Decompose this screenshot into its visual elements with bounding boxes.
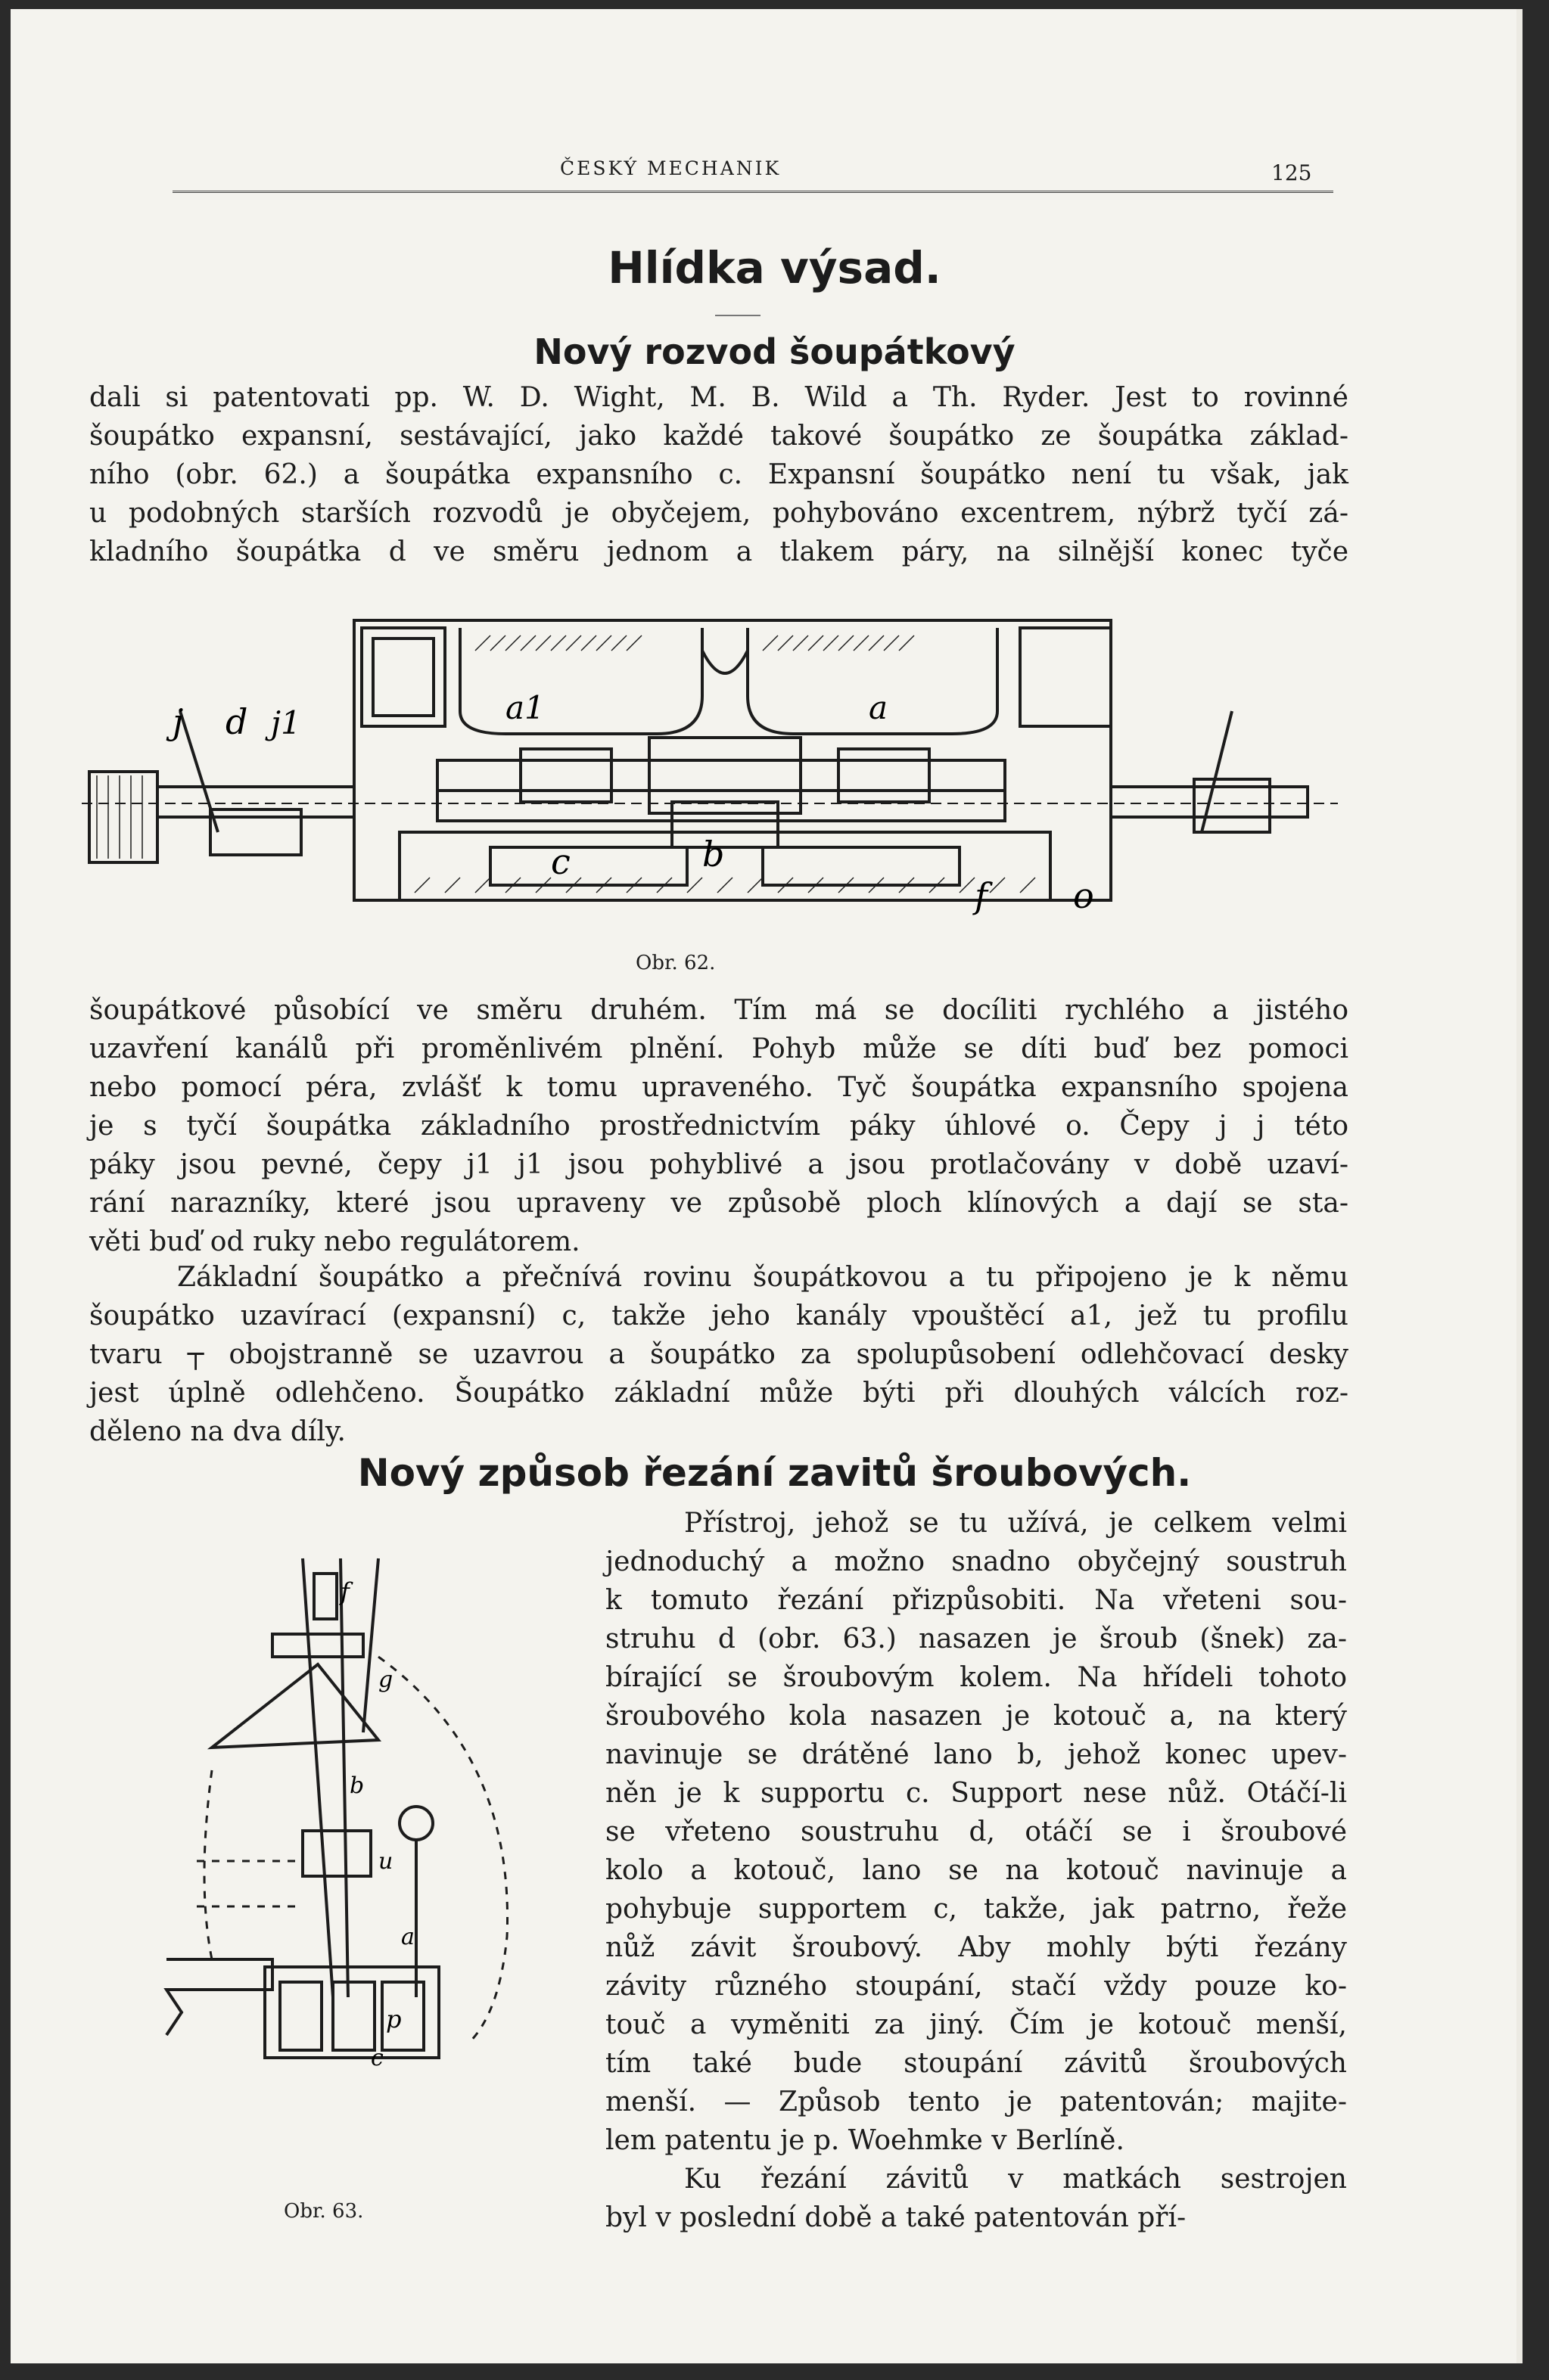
text-line: šoupátko uzavírací (expansní) c, takže jeho kanály vpouštěcí a1, jež tu profilu — [89, 1300, 1348, 1331]
label-p: p — [386, 2005, 402, 2034]
text-line: jest úplně odlehčeno. Šoupátko základní může býti při dlouhých válcích roz- — [89, 1378, 1348, 1409]
text-line: k tomuto řezání přizpůsobiti. Na vřeteni sou- — [605, 1585, 1347, 1616]
text-line: lem patentu je p. Woehmke v Berlíně. — [605, 2125, 1124, 2156]
text-line: dali si patentovati pp. W. D. Wight, M. B. Wild a Th. Ryder. Jest to rovinné — [89, 382, 1348, 413]
text-line: bírající se šroubovým kolem. Na hřídeli tohoto — [605, 1662, 1347, 1693]
text-line: nůž závit šroubový. Aby mohly býti řezány — [605, 1932, 1347, 1963]
text-line: závity různého stoupání, stačí vždy pouze ko- — [605, 1971, 1347, 2002]
article-title: Nový rozvod šoupátkový — [533, 331, 1016, 372]
header-rule — [173, 191, 1333, 193]
text-line: něn je k supportu c. Support nese nůž. Otáčí-li — [605, 1778, 1347, 1809]
label-a: a — [869, 689, 888, 726]
label-j: j — [173, 701, 184, 742]
text-line: navinuje se drátěné lano b, jehož konec upev- — [605, 1739, 1347, 1770]
label-a1: a1 — [505, 689, 545, 726]
label-f: f — [975, 875, 988, 916]
text-line: se vřeteno soustruhu d, otáčí se i šroubové — [605, 1816, 1347, 1847]
page-number: 125 — [1271, 160, 1312, 185]
label-j1: j1 — [271, 704, 301, 741]
label-d: d — [226, 701, 248, 742]
label-u: u — [378, 1848, 393, 1875]
text-line: tím také bude stoupání závitů šroubových — [605, 2048, 1347, 2079]
label-a: a — [401, 1924, 415, 1950]
section-title: Hlídka výsad. — [608, 242, 941, 294]
text-line: struhu d (obr. 63.) nasazen je šroub (šnek) za- — [605, 1623, 1347, 1655]
text-line: děleno na dva díly. — [89, 1416, 346, 1447]
text-line: je s tyčí šoupátka základního prostřednictvím páky úhlové o. Čepy j j této — [89, 1111, 1348, 1142]
text-line: jednoduchý a možno snadno obyčejný soustruh — [605, 1546, 1347, 1577]
running-header-title: ČESKÝ MECHANIK — [560, 157, 782, 179]
label-c: c — [551, 841, 571, 882]
article1-body — [89, 991, 1348, 1261]
figure-63-caption: Obr. 63. — [284, 2200, 364, 2223]
text-line: ního (obr. 62.) a šoupátka expansního c. Expansní šoupátko není tu však, jak — [89, 459, 1348, 490]
text-line: menší. — Způsob tento je patentován; majite- — [605, 2086, 1347, 2117]
text-line: šroubového kola nasazen je kotouč a, na který — [605, 1701, 1347, 1732]
title-divider — [715, 315, 761, 316]
article1-body-2 — [89, 1258, 1348, 1451]
text-line: šoupátkové působící ve směru druhém. Tím má se docíliti rychlého a jistého — [89, 995, 1348, 1026]
text-line: pohybuje supportem c, takže, jak patrno, řeže — [605, 1894, 1347, 1925]
text-line: Základní šoupátko a přečnívá rovinu šoupátkovou a tu připojeno je k němu — [177, 1262, 1348, 1293]
text-line: Přístroj, jehož se tu užívá, je celkem velmi — [684, 1508, 1347, 1539]
text-line: u podobných starších rozvodů je obyčejem, pohybováno excentrem, nýbrž tyčí zá- — [89, 498, 1348, 529]
text-line: touč a vyměniti za jiný. Čím je kotouč menší, — [605, 2009, 1347, 2040]
text-line: šoupátko expansní, sestávající, jako každé takové šoupátko ze šoupátka základ- — [89, 421, 1348, 452]
text-line: páky jsou pevné, čepy j1 j1 jsou pohyblivé a jsou protlačovány v době uzaví- — [89, 1149, 1348, 1180]
figure-62-caption: Obr. 62. — [636, 952, 716, 974]
text-line: věti buď od ruky nebo regulátorem. — [89, 1226, 580, 1257]
label-c: c — [371, 2045, 384, 2071]
label-f: f — [341, 1577, 350, 1606]
text-line: uzavření kanálů při proměnlivém plnění. Pohyb může se díti buď bez pomoci — [89, 1033, 1348, 1064]
text-line: nebo pomocí péra, zvlášť k tomu upraveného. Tyč šoupátka expansního spojena — [89, 1072, 1348, 1103]
text-line: rání narazníky, které jsou upraveny ve způsobě ploch klínových a dají se sta- — [89, 1188, 1348, 1219]
figure-62-valve-drawing — [82, 605, 1338, 938]
label-o: o — [1073, 875, 1094, 916]
article2-body — [605, 1504, 1347, 2237]
label-g: g — [378, 1667, 393, 1693]
text-line: byl v poslední době a také patentován pří- — [605, 2202, 1187, 2233]
text-line: tvaru ┬ obojstranně se uzavrou a šoupátko za spolupůsobení odlehčovací desky — [89, 1339, 1348, 1370]
label-b: b — [350, 1773, 365, 1799]
text-line: kladního šoupátka d ve směru jednom a tlakem páry, na silnější konec tyče — [89, 536, 1348, 567]
text-line: Ku řezání závitů v matkách sestrojen — [684, 2164, 1347, 2195]
text-line: kolo a kotouč, lano se na kotouč navinuje a — [605, 1855, 1347, 1886]
article1-intro — [89, 378, 1348, 571]
article2-title: Nový způsob řezání zavitů šroubových. — [357, 1451, 1192, 1495]
figure-63-lathe-drawing — [151, 1543, 545, 2073]
label-b: b — [702, 834, 725, 875]
